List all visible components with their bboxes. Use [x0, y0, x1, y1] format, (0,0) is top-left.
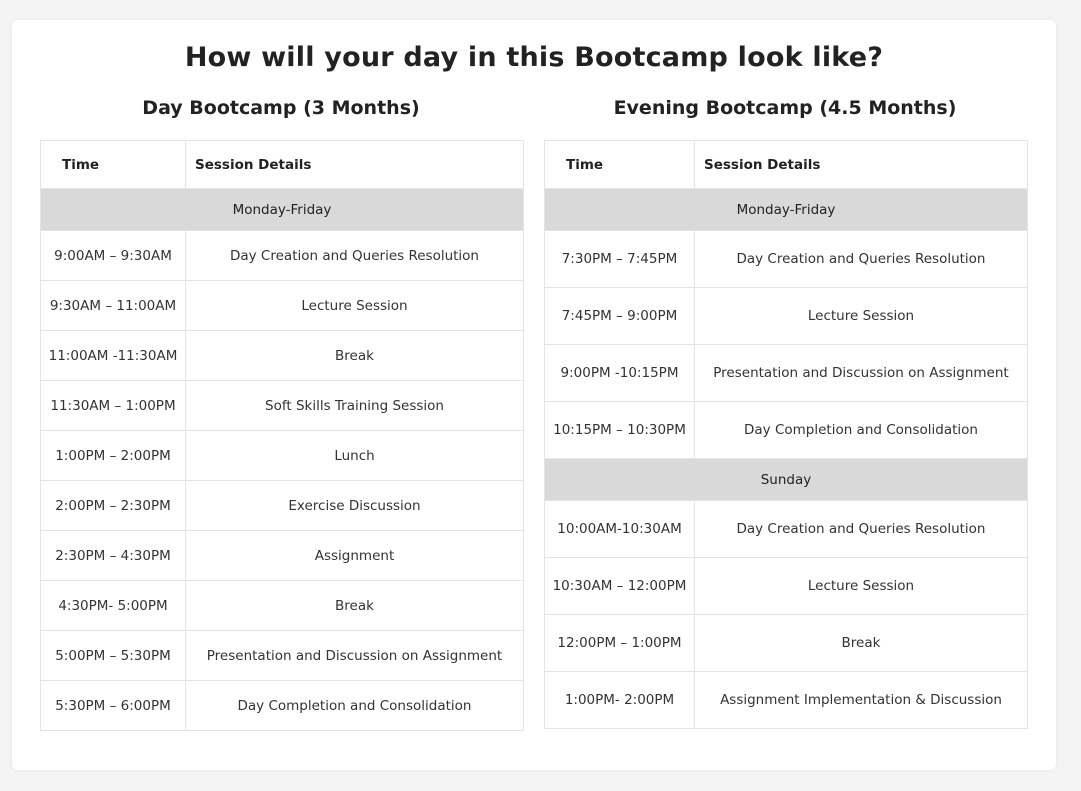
group-row-monday-friday: [41, 189, 524, 231]
table-row: [41, 281, 524, 331]
session-cell: Lecture Session: [695, 288, 1028, 345]
table-header-row: [545, 141, 1028, 189]
time-cell: 1:00PM- 2:00PM: [545, 672, 695, 729]
day-schedule-table: [40, 140, 524, 731]
table-row: [41, 431, 524, 481]
session-details-column-header: Session Details: [186, 141, 524, 189]
table-row: [545, 615, 1028, 672]
table-row: [41, 681, 524, 731]
session-cell: Soft Skills Training Session: [186, 381, 524, 431]
time-cell: 11:30AM – 1:00PM: [41, 381, 186, 431]
time-cell: 10:30AM – 12:00PM: [545, 558, 695, 615]
session-cell: Lunch: [186, 431, 524, 481]
session-cell: Day Creation and Queries Resolution: [186, 231, 524, 281]
day-bootcamp-heading: Day Bootcamp (3 Months): [142, 97, 420, 119]
table-row: [545, 558, 1028, 615]
session-cell: Assignment Implementation & Discussion: [695, 672, 1028, 729]
evening-bootcamp-heading: Evening Bootcamp (4.5 Months): [613, 97, 957, 119]
session-cell: Day Completion and Consolidation: [695, 402, 1028, 459]
time-cell: 1:00PM – 2:00PM: [41, 431, 186, 481]
session-cell: Day Completion and Consolidation: [186, 681, 524, 731]
session-details-column-header: Session Details: [695, 141, 1028, 189]
time-cell: 11:00AM -11:30AM: [41, 331, 186, 381]
group-row-monday-friday: [545, 189, 1028, 231]
time-cell: 4:30PM- 5:00PM: [41, 581, 186, 631]
table-row: [545, 288, 1028, 345]
group-label: Monday-Friday: [545, 189, 1028, 231]
session-cell: Break: [695, 615, 1028, 672]
time-cell: 10:15PM – 10:30PM: [545, 402, 695, 459]
time-column-header: Time: [41, 141, 186, 189]
group-row-sunday: [545, 459, 1028, 501]
time-cell: 9:00PM -10:15PM: [545, 345, 695, 402]
session-cell: Exercise Discussion: [186, 481, 524, 531]
session-cell: Lecture Session: [186, 281, 524, 331]
session-cell: Break: [186, 581, 524, 631]
session-cell: Presentation and Discussion on Assignment: [695, 345, 1028, 402]
session-cell: Day Creation and Queries Resolution: [695, 501, 1028, 558]
page-title: How will your day in this Bootcamp look like?: [184, 42, 884, 73]
session-cell: Break: [186, 331, 524, 381]
time-cell: 5:00PM – 5:30PM: [41, 631, 186, 681]
time-cell: 2:30PM – 4:30PM: [41, 531, 186, 581]
time-cell: 7:30PM – 7:45PM: [545, 231, 695, 288]
evening-schedule-table: [544, 140, 1028, 729]
time-column-header: Time: [545, 141, 695, 189]
session-cell: Day Creation and Queries Resolution: [695, 231, 1028, 288]
time-cell: 5:30PM – 6:00PM: [41, 681, 186, 731]
time-cell: 12:00PM – 1:00PM: [545, 615, 695, 672]
schedule-card: [12, 20, 1056, 770]
table-header-row: [41, 141, 524, 189]
time-cell: 10:00AM-10:30AM: [545, 501, 695, 558]
time-cell: 9:00AM – 9:30AM: [41, 231, 186, 281]
session-cell: Lecture Session: [695, 558, 1028, 615]
group-label: Sunday: [545, 459, 1028, 501]
table-row: [41, 331, 524, 381]
table-row: [41, 381, 524, 431]
time-cell: 9:30AM – 11:00AM: [41, 281, 186, 331]
time-cell: 7:45PM – 9:00PM: [545, 288, 695, 345]
table-row: [545, 402, 1028, 459]
table-row: [545, 501, 1028, 558]
table-row: [545, 672, 1028, 729]
table-row: [41, 231, 524, 281]
table-row: [41, 481, 524, 531]
table-row: [545, 231, 1028, 288]
table-row: [545, 345, 1028, 402]
session-cell: Presentation and Discussion on Assignment: [186, 631, 524, 681]
time-cell: 2:00PM – 2:30PM: [41, 481, 186, 531]
session-cell: Assignment: [186, 531, 524, 581]
table-row: [41, 631, 524, 681]
group-label: Monday-Friday: [41, 189, 524, 231]
table-row: [41, 581, 524, 631]
table-row: [41, 531, 524, 581]
